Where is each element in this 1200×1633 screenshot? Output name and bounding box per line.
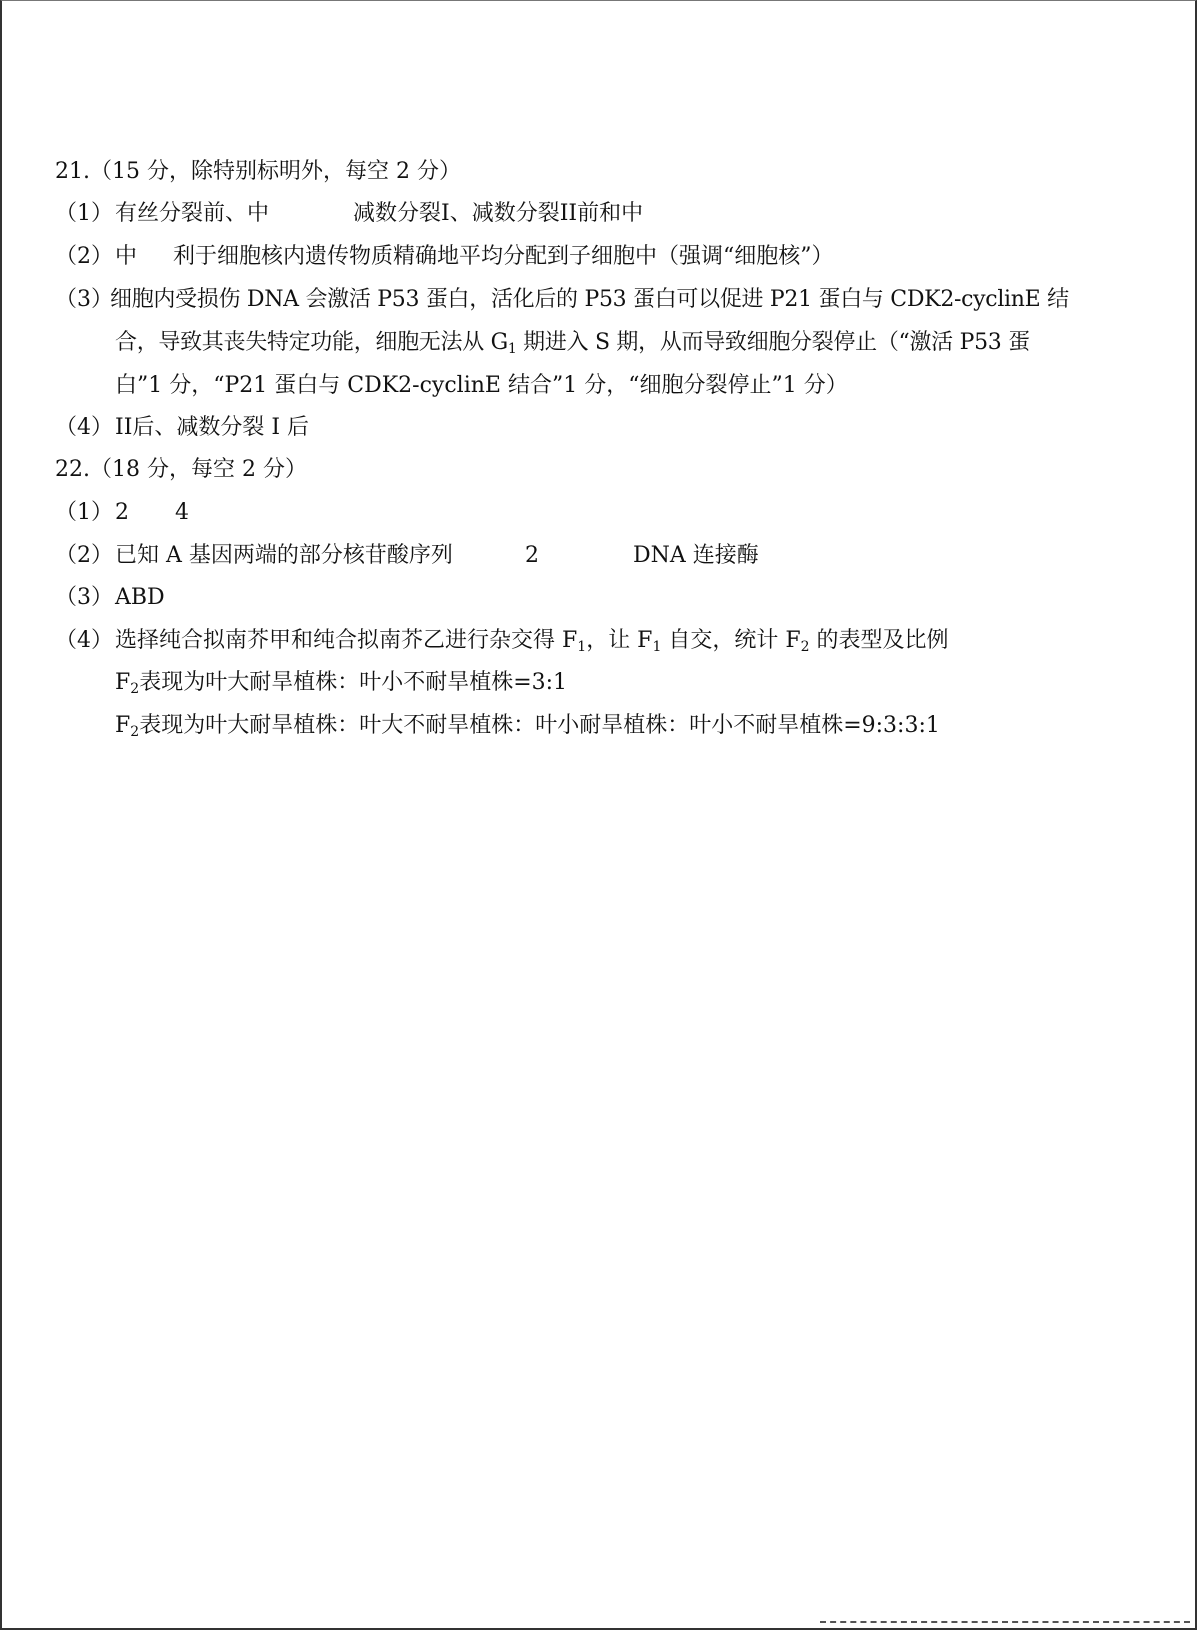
q21-part2 xyxy=(55,242,1155,272)
q22-part3 xyxy=(55,583,1155,613)
subscript: 2 xyxy=(130,681,140,697)
bottom-scan-artifact xyxy=(820,1621,1190,1623)
answer-text: 中 xyxy=(115,244,138,269)
q21-part3-line3: 白”1 分，“P21 蛋白与 CDK2-cyclinE 结合”1 分，“细胞分裂停止”1 分） xyxy=(115,373,848,398)
answer-text: 的表型及比例 xyxy=(809,628,949,653)
answer-text: 减数分裂I、减数分裂II前和中 xyxy=(353,201,644,226)
answer-text: 表现为叶大耐旱植株：叶大不耐旱植株：叶小耐旱植株：叶小不耐旱植株=9:3:3:1 xyxy=(139,713,940,738)
q21-header: 21.（15 分，除特别标明外，每空 2 分） xyxy=(55,159,461,184)
q21-part3-line2 xyxy=(115,328,1155,358)
q22-part4-line2 xyxy=(115,668,567,704)
q22-part4-line3 xyxy=(115,711,940,747)
part-number: （2） xyxy=(55,244,113,269)
q22-part2 xyxy=(55,541,1155,571)
part-number: （3） xyxy=(55,585,113,610)
answer-text: 合，导致其丧失特定功能，细胞无法从 G xyxy=(115,330,508,355)
answer-text: 期进入 S 期，从而导致细胞分裂停止（“激活 P53 蛋 xyxy=(516,330,1030,355)
answer-text: 有丝分裂前、中 xyxy=(115,201,270,226)
answer-text: 表现为叶大耐旱植株：叶小不耐旱植株=3:1 xyxy=(139,670,568,695)
answer-text: F xyxy=(115,670,131,695)
answer-text: 2 xyxy=(525,543,539,568)
answer-text: 4 xyxy=(175,500,189,525)
subscript: 1 xyxy=(652,639,662,655)
part-number: （2） xyxy=(55,543,113,568)
answer-text: 2 xyxy=(115,500,129,525)
answer-text: ，让 F xyxy=(586,628,653,653)
part-number: （4） xyxy=(55,628,113,653)
subscript: 1 xyxy=(507,341,517,357)
answer-text: F xyxy=(115,713,131,738)
part-number: （4） xyxy=(55,415,113,440)
q21-part1 xyxy=(55,199,1155,229)
part-number: （1） xyxy=(55,500,113,525)
q21-part3-line1 xyxy=(55,285,1155,315)
answer-text: ABD xyxy=(115,585,165,610)
part-number: （1） xyxy=(55,201,113,226)
q21-part4 xyxy=(55,413,1155,443)
q22-part1 xyxy=(55,498,1155,528)
answer-text: II后、减数分裂 I 后 xyxy=(115,415,310,440)
subscript: 2 xyxy=(130,724,140,740)
answer-text: 自交，统计 F xyxy=(661,628,801,653)
answer-text: DNA 连接酶 xyxy=(633,543,759,568)
part-number: （3） xyxy=(55,287,113,312)
answer-text: 利于细胞核内遗传物质精确地平均分配到子细胞中（强调“细胞核”） xyxy=(173,244,834,269)
subscript: 1 xyxy=(577,639,587,655)
subscript: 2 xyxy=(800,639,810,655)
answer-text: 细胞内受损伤 DNA 会激活 P53 蛋白，活化后的 P53 蛋白可以促进 P21 蛋白与 CDK2-cyclinE 结 xyxy=(110,287,1069,312)
answer-text: 选择纯合拟南芥甲和纯合拟南芥乙进行杂交得 F xyxy=(115,628,578,653)
answer-text: 已知 A 基因两端的部分核苷酸序列 xyxy=(115,543,453,568)
q22-part4-line1 xyxy=(55,626,1155,656)
q22-header: 22.（18 分，每空 2 分） xyxy=(55,457,307,482)
